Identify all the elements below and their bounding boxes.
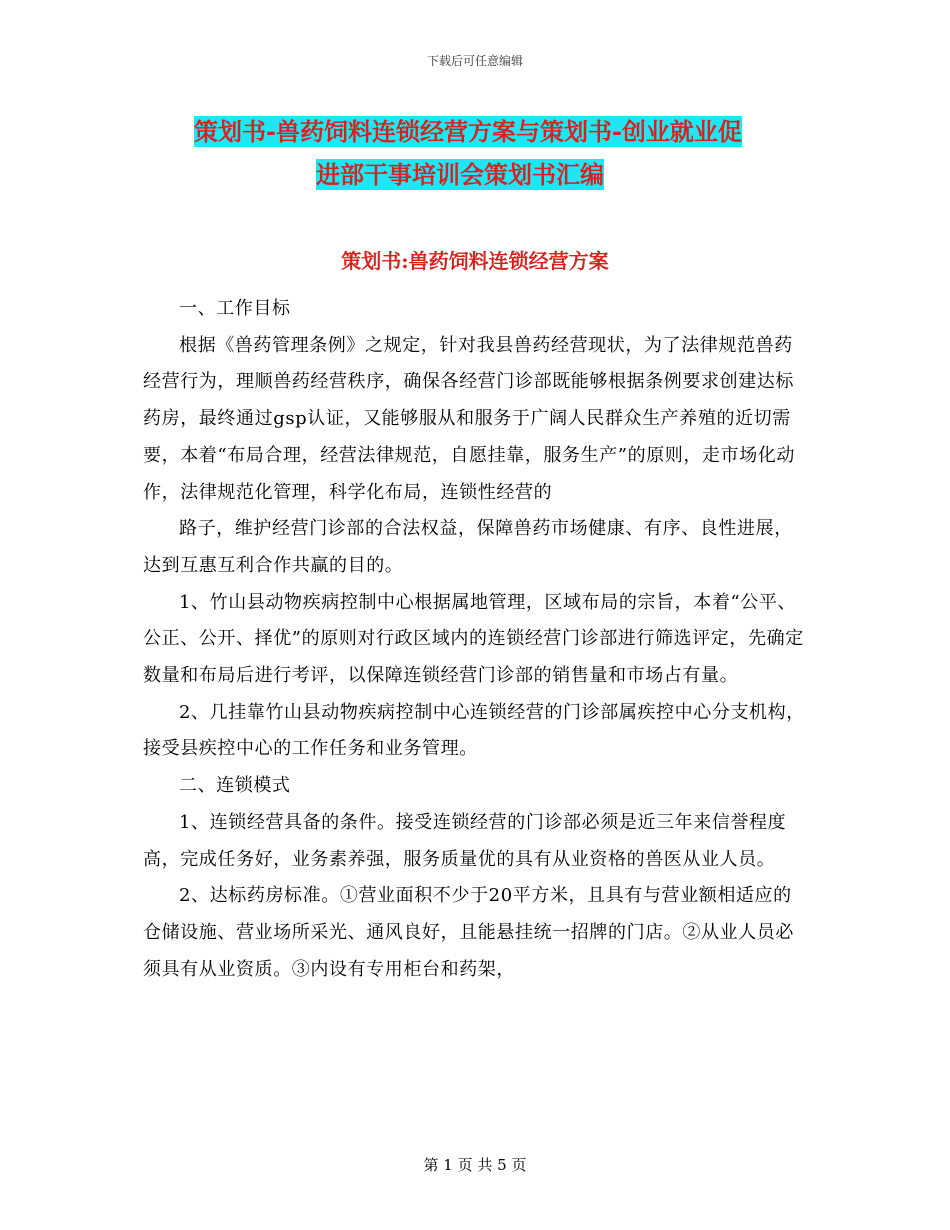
document-body — [143, 291, 808, 988]
list-item: 2、几挂靠竹山县动物疾病控制中心连锁经营的门诊部属疾控中心分支机构，接受县疾控中心的工作任务和业务管理。 — [143, 701, 805, 760]
heading-chain-mode: 二、连锁模式 — [179, 775, 291, 797]
heading-work-goal: 一、工作目标 — [179, 298, 291, 319]
document-title-line-2 — [140, 153, 810, 196]
list-item: 2、达标药房标准。①营业面积不少于20平方米，且具有与营业额相适应的仓储设施、营业场所采光、通风良好，且能悬挂统一招牌的门店。②从业人员必须具有从业资质。③内设有专用柜台和药架， — [143, 885, 794, 980]
paragraph: 路子，维护经营门诊部的合法权益，保障兽药市场健康、有序、良性进展，达到互惠互利合作共赢的目的。 — [143, 518, 793, 576]
list-item: 1、竹山县动物疾病控制中心根据属地管理，区域布局的宗旨，本着“公平、公正、公开、择优”的原则对行政区域内的连锁经营门诊部进行筛选评定，先确定数量和布局后进行考评，以保障连锁经营门诊部的销售量和市场占有量。 — [143, 591, 804, 687]
document-title — [140, 110, 810, 196]
paragraph: 根据《兽药管理条例》之规定，针对我县兽药经营现状，为了法律规范兽药经营行为，理顺兽药经营秩序，确保各经营门诊部既能够根据条例要求创建达标药房，最终通过gsp认证，又能够服从和服务于广阔人民群众生产养殖的近切需要，本着“布局合理，经营法律规范，自愿挂靠，服务生产”的原则，走市场化动作，法律规范化管理，科学化布局，连锁性经营的 — [143, 334, 796, 503]
document-title-line-1-text: 策划书-兽药饲料连锁经营方案与策划书-创业就业促 — [194, 117, 742, 146]
section-heading: 策划书:兽药饲料连锁经营方案 — [341, 249, 609, 273]
document-title-line-1 — [140, 110, 810, 153]
page-header-note: 下载后可任意编辑 — [426, 54, 523, 68]
document-title-line-2-text: 进部干事培训会策划书汇编 — [316, 160, 604, 189]
page-number-footer: 第 1 页 共 5 页 — [423, 1156, 527, 1174]
list-item: 1、连锁经营具备的条件。接受连锁经营的门诊部必须是近三年来信誉程度高，完成任务好，业务素养强，服务质量优的具有从业资格的兽医从业人员。 — [143, 811, 787, 870]
